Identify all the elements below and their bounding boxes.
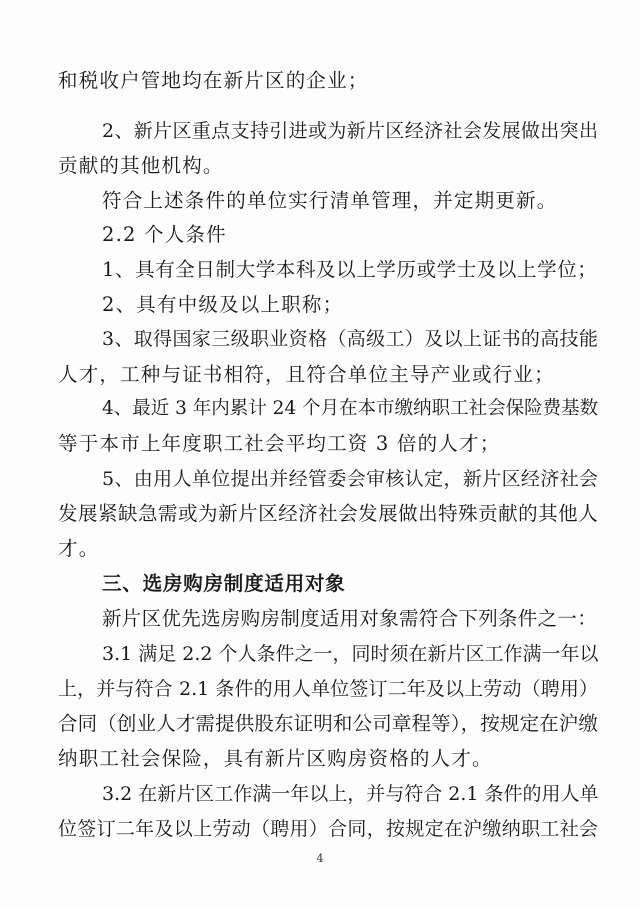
paragraph-line: 2、具有中级及以上职称； <box>102 293 344 316</box>
paragraph-line: 符合上述条件的单位实行清单管理，并定期更新。 <box>102 189 558 212</box>
paragraph-line: 贡献的其他机构。 <box>58 154 224 177</box>
page-number: 4 <box>316 852 324 865</box>
paragraph-line: 和税收户管地均在新片区的企业； <box>58 69 369 92</box>
subsection-heading: 2.2 个人条件 <box>102 223 227 246</box>
section-heading: 三、选房购房制度适用对象 <box>102 572 346 595</box>
paragraph-line: 等于本市上年度职工社会平均工资 3 倍的人才； <box>58 432 501 455</box>
paragraph-line: 上，并与符合 2.1 条件的用人单位签订二年及以上劳动（聘用） <box>58 678 598 700</box>
paragraph-line: 发展紧缺急需或为新片区经济社会发展做出特殊贡献的其他人 <box>58 502 598 525</box>
paragraph-line: 1、具有全日制大学本科及以上学历或学士及以上学位； <box>102 258 598 281</box>
paragraph-line: 4、最近 3 年内累计 24 个月在本市缴纳职工社会保险费基数 <box>102 398 599 419</box>
paragraph-line: 2、新片区重点支持引进或为新片区经济社会发展做出突出 <box>102 120 598 142</box>
paragraph-line: 3.2 在新片区工作满一年以上，并与符合 2.1 条件的用人单 <box>102 783 599 805</box>
paragraph-line: 位签订二年及以上劳动（聘用）合同，按规定在沪缴纳职工社会 <box>58 818 598 840</box>
paragraph-line: 纳职工社会保险，具有新片区购房资格的人才。 <box>58 747 493 770</box>
paragraph-line: 才。 <box>58 537 100 560</box>
paragraph-line: 3、取得国家三级职业资格（高级工）及以上证书的高技能 <box>102 328 598 350</box>
paragraph-line: 3.1 满足 2.2 个人条件之一，同时须在新片区工作满一年以 <box>102 643 599 665</box>
paragraph-line: 新片区优先选房购房制度适用对象需符合下列条件之一： <box>102 607 598 630</box>
paragraph-line: 5、由用人单位提出并经管委会审核认定，新片区经济社会 <box>102 468 598 490</box>
paragraph-line: 人才，工种与证书相符，且符合单位主导产业或行业； <box>58 363 555 386</box>
paragraph-line: 合同（创业人才需提供股东证明和公司章程等），按规定在沪缴 <box>58 712 598 735</box>
